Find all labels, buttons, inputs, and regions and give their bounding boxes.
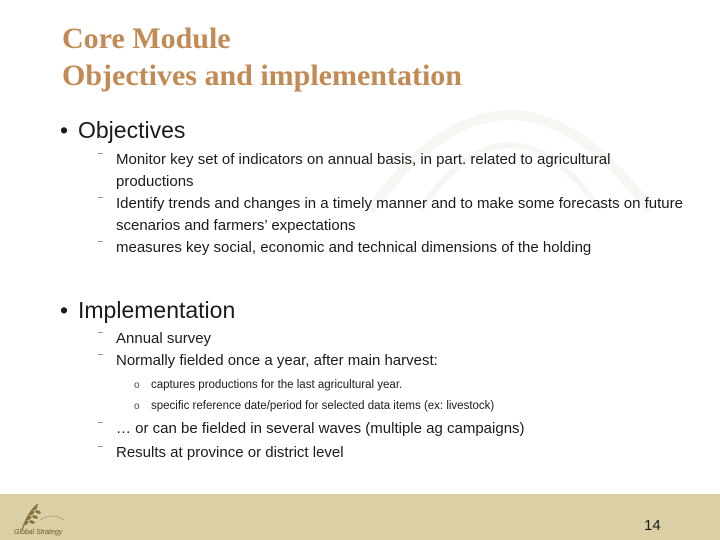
circle-bullet-icon: o xyxy=(134,380,140,391)
list-item xyxy=(97,237,687,259)
list-item xyxy=(97,149,687,193)
sub-list-item xyxy=(134,375,674,396)
slide-title xyxy=(62,20,462,94)
objectives-heading-text: Objectives xyxy=(78,117,186,143)
sub-list-item xyxy=(134,396,674,417)
bullet-icon: • xyxy=(60,117,69,143)
list-item-text: Monitor key set of indicators on annual basis, in part. related to agricultural productions xyxy=(116,151,611,190)
implementation-heading-text: Implementation xyxy=(78,297,236,323)
list-item-text: measures key social, economic and technical dimensions of the holding xyxy=(116,239,592,256)
implementation-list xyxy=(97,328,687,372)
objectives-list xyxy=(97,149,687,259)
list-item xyxy=(97,193,687,237)
list-item xyxy=(97,328,687,350)
sub-list-item-text: specific reference date/period for selected data items (ex: livestock) xyxy=(151,400,495,412)
slide-title-line-2: Objectives and implementation xyxy=(62,59,462,92)
dash-bullet-icon: ⁻ xyxy=(97,192,104,207)
logo-text: Global Strategy xyxy=(14,529,63,536)
circle-bullet-icon: o xyxy=(134,401,140,412)
implementation-sublist xyxy=(134,375,674,417)
dash-bullet-icon: ⁻ xyxy=(97,441,104,456)
implementation-list-continued xyxy=(97,418,687,464)
objectives-heading xyxy=(60,116,185,144)
list-item-text: Annual survey xyxy=(116,330,212,347)
page-number: 14 xyxy=(644,517,661,534)
implementation-heading xyxy=(60,296,235,324)
list-item-text: … or can be fielded in several waves (multiple ag campaigns) xyxy=(116,420,525,437)
slide-title-line-1: Core Module xyxy=(62,22,231,55)
bullet-icon: • xyxy=(60,297,69,323)
list-item-text: Identify trends and changes in a timely manner and to make some forecasts on future scenarios and farmers’ expectations xyxy=(116,195,683,234)
dash-bullet-icon: ⁻ xyxy=(97,327,104,342)
list-item-text: Normally fielded once a year, after main harvest: xyxy=(116,352,438,369)
footer-bar xyxy=(0,494,720,540)
dash-bullet-icon: ⁻ xyxy=(97,236,104,251)
list-item xyxy=(97,350,687,372)
list-item xyxy=(97,418,687,440)
dash-bullet-icon: ⁻ xyxy=(97,349,104,364)
list-item xyxy=(97,442,687,464)
sub-list-item-text: captures productions for the last agricultural year. xyxy=(151,379,403,391)
list-item-text: Results at province or district level xyxy=(116,444,344,461)
dash-bullet-icon: ⁻ xyxy=(97,417,104,432)
dash-bullet-icon: ⁻ xyxy=(97,148,104,163)
